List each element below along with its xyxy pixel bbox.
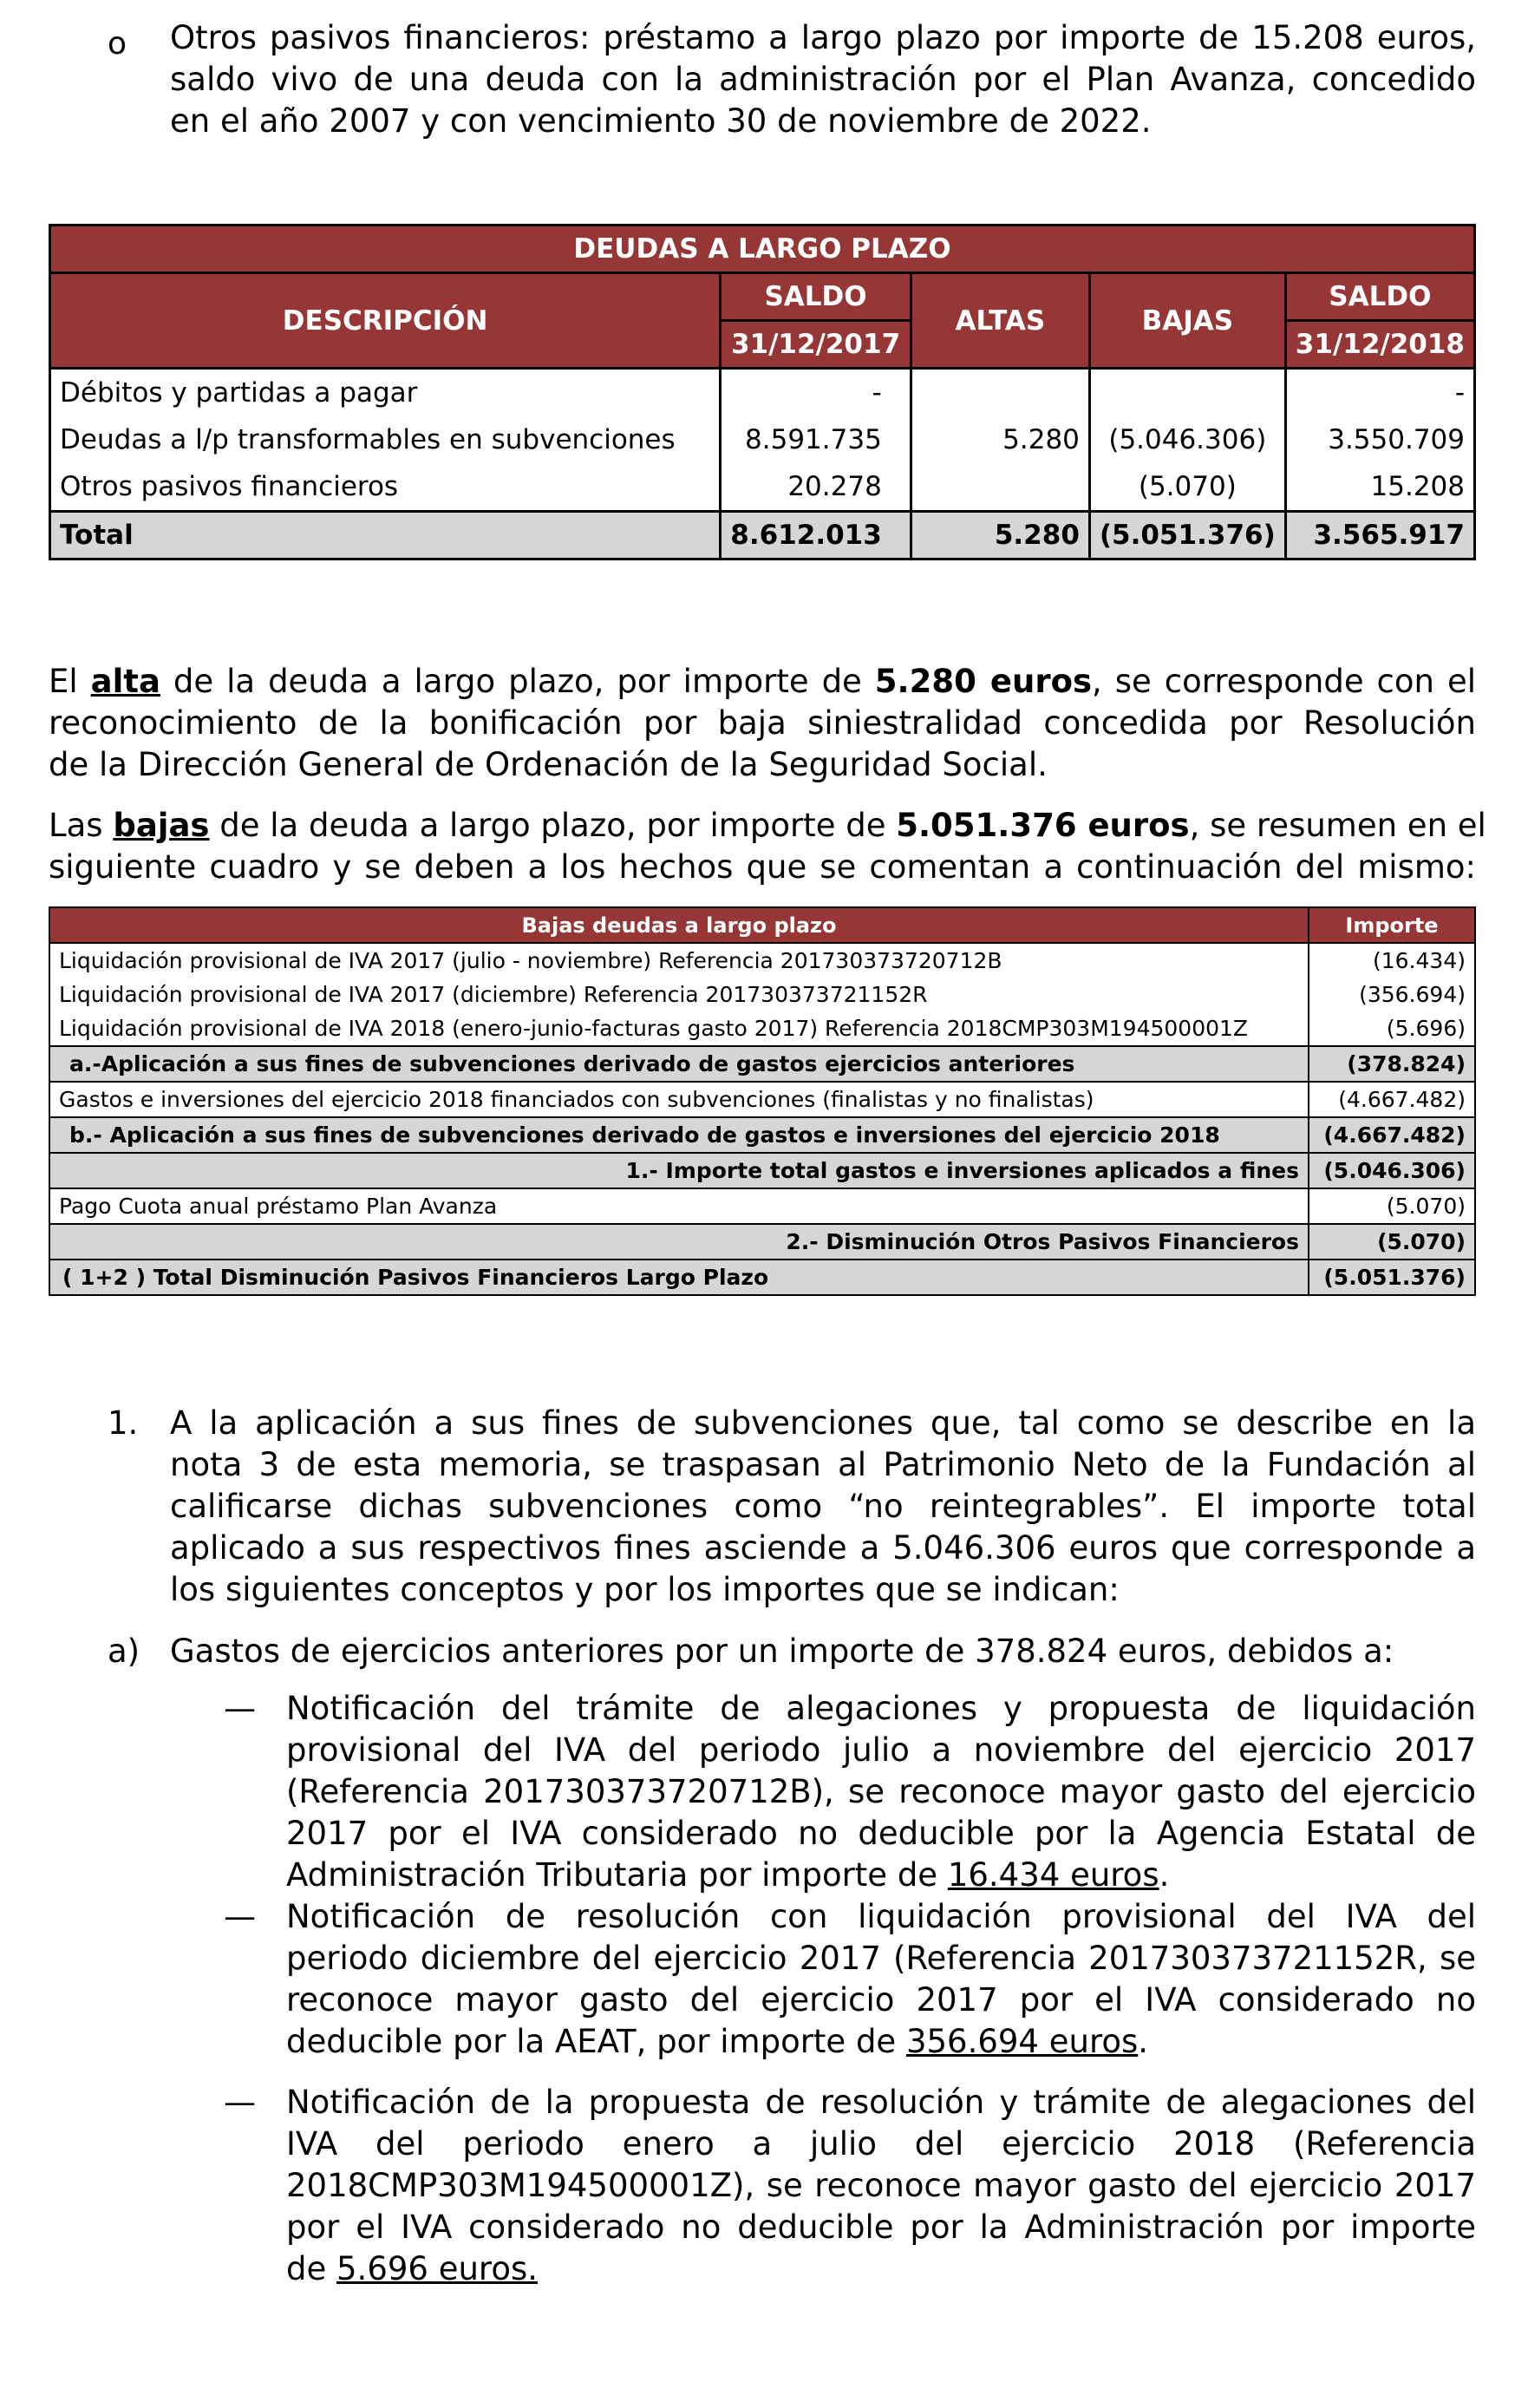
subtotal-row bbox=[49, 1224, 1475, 1260]
total-row bbox=[49, 1260, 1475, 1295]
row-importe: (5.070) bbox=[1309, 1224, 1475, 1260]
col-header-altas: ALTAS bbox=[911, 273, 1089, 369]
alta-line-1: El alta de la deuda a largo plazo, por importe de 5.280 euros, se corresponde con el bbox=[49, 663, 1477, 700]
table-row bbox=[50, 463, 1475, 512]
item1-line: calificarse dichas subvenciones como “no reintegrables”. El importe total bbox=[170, 1488, 1476, 1525]
dash2-line: Notificación de resolución con liquidación provisional del IVA del bbox=[286, 1898, 1476, 1935]
table-title: DEUDAS A LARGO PLAZO bbox=[50, 226, 1475, 273]
row-altas bbox=[911, 369, 1089, 417]
intro-line: en el año 2007 y con vencimiento 30 de noviembre de 2022. bbox=[170, 102, 1152, 140]
row-desc: Deudas a l/p transformables en subvenciones bbox=[50, 416, 721, 463]
row-altas bbox=[911, 463, 1089, 512]
table-row bbox=[50, 416, 1475, 463]
subtotal-row bbox=[49, 1117, 1475, 1153]
intro-paragraph bbox=[170, 17, 1476, 142]
total-row bbox=[50, 512, 1475, 559]
dash2-paragraph bbox=[286, 1896, 1476, 2063]
alta-paragraph bbox=[49, 661, 1476, 786]
row-importe: (5.051.376) bbox=[1309, 1260, 1475, 1295]
row-importe: (4.667.482) bbox=[1309, 1082, 1475, 1117]
bajas-line-1: Las bajas de la deuda a largo plazo, por importe de 5.051.376 euros, se resumen en el bbox=[49, 807, 1486, 844]
long-term-debt-table bbox=[49, 224, 1476, 560]
col-header-bajas: BAJAS bbox=[1089, 273, 1285, 369]
row-bajas bbox=[1089, 369, 1285, 417]
row-desc: Débitos y partidas a pagar bbox=[50, 369, 721, 417]
dash1-line: Notificación del trámite de alegaciones y propuesta de liquidación bbox=[286, 1690, 1476, 1727]
total-label: Total bbox=[50, 512, 721, 559]
subtotal-row bbox=[49, 1046, 1475, 1082]
row-importe: (356.694) bbox=[1309, 978, 1475, 1011]
row-desc: Pago Cuota anual préstamo Plan Avanza bbox=[49, 1188, 1309, 1224]
dash-marker: — bbox=[224, 2084, 256, 2121]
item1-line: A la aplicación a sus fines de subvenciones que, tal como se describe en la bbox=[170, 1404, 1476, 1442]
row-saldo-2017: 20.278 bbox=[721, 463, 911, 512]
col-header-bajas-desc: Bajas deudas a largo plazo bbox=[49, 907, 1309, 943]
table-row bbox=[49, 978, 1475, 1011]
col-header-date-2017: 31/12/2017 bbox=[721, 321, 911, 369]
alta-line-3: de la Dirección General de Ordenación de la Seguridad Social. bbox=[49, 746, 1048, 783]
dash3-line: IVA del periodo enero a julio del ejercicio 2018 (Referencia bbox=[286, 2125, 1476, 2163]
row-bajas: (5.046.306) bbox=[1089, 416, 1285, 463]
item1-paragraph bbox=[170, 1403, 1476, 1611]
bajas-line-2: siguiente cuadro y se deben a los hechos que se comentan a continuación del mismo: bbox=[49, 848, 1476, 886]
row-importe: (378.824) bbox=[1309, 1046, 1475, 1082]
table-row bbox=[50, 369, 1475, 417]
table-row bbox=[49, 1082, 1475, 1117]
dash3-line: 2018CMP303M194500001Z), se reconoce mayor gasto del ejercicio 2017 bbox=[286, 2167, 1476, 2204]
row-desc: 2.- Disminución Otros Pasivos Financieros bbox=[49, 1224, 1309, 1260]
row-saldo-2018: - bbox=[1285, 369, 1474, 417]
row-desc: Liquidación provisional de IVA 2018 (enero-junio-facturas gasto 2017) Referencia 2018CMP303M194500001Z bbox=[49, 1011, 1309, 1046]
item1-line: aplicado a sus respectivos fines asciende a 5.046.306 euros que corresponde a bbox=[170, 1529, 1476, 1567]
row-importe: (16.434) bbox=[1309, 943, 1475, 978]
row-desc: Gastos e inversiones del ejercicio 2018 financiados con subvenciones (finalistas y no finalistas) bbox=[49, 1082, 1309, 1117]
row-bajas: (5.070) bbox=[1089, 463, 1285, 512]
item-number: 1. bbox=[108, 1404, 139, 1442]
alta-line-2: reconocimiento de la bonificación por baja siniestralidad concedida por Resolución bbox=[49, 704, 1476, 742]
total-bajas: (5.051.376) bbox=[1089, 512, 1285, 559]
row-importe: (5.070) bbox=[1309, 1188, 1475, 1224]
row-desc: Otros pasivos financieros bbox=[50, 463, 721, 512]
bullet-marker: o bbox=[108, 26, 127, 62]
dash2-line: periodo diciembre del ejercicio 2017 (Referencia 201730373721152R, se bbox=[286, 1940, 1476, 1977]
item-letter: a) bbox=[108, 1633, 140, 1670]
table-row bbox=[49, 1188, 1475, 1224]
dash2-line: deducible por la AEAT, por importe de 356.694 euros. bbox=[286, 2023, 1149, 2060]
intro-line: saldo vivo de una deuda con la administración por el Plan Avanza, concedido bbox=[170, 61, 1476, 98]
row-saldo-2017: 8.591.735 bbox=[721, 416, 911, 463]
dash1-line: provisional del IVA del periodo julio a noviembre del ejercicio 2017 bbox=[286, 1731, 1476, 1769]
row-desc: b.- Aplicación a sus fines de subvenciones derivado de gastos e inversiones del ejercicio 2018 bbox=[49, 1117, 1309, 1153]
subtotal-row bbox=[49, 1153, 1475, 1188]
row-altas: 5.280 bbox=[911, 416, 1089, 463]
bajas-breakdown-table bbox=[49, 906, 1476, 1296]
total-altas: 5.280 bbox=[911, 512, 1089, 559]
row-saldo-2018: 15.208 bbox=[1285, 463, 1474, 512]
intro-line: Otros pasivos financieros: préstamo a largo plazo por importe de 15.208 euros, bbox=[170, 19, 1476, 56]
item-a-text: Gastos de ejercicios anteriores por un importe de 378.824 euros, debidos a: bbox=[170, 1633, 1394, 1670]
dash3-line: Notificación de la propuesta de resolución y trámite de alegaciones del bbox=[286, 2084, 1476, 2121]
row-importe: (5.696) bbox=[1309, 1011, 1475, 1046]
row-desc: a.-Aplicación a sus fines de subvenciones derivado de gastos ejercicios anteriores bbox=[49, 1046, 1309, 1082]
dash3-line: de 5.696 euros. bbox=[286, 2250, 538, 2287]
bajas-paragraph bbox=[49, 805, 1486, 888]
item1-line: los siguientes conceptos y por los importes que se indican: bbox=[170, 1571, 1120, 1608]
row-importe: (4.667.482) bbox=[1309, 1117, 1475, 1153]
row-saldo-2018: 3.550.709 bbox=[1285, 416, 1474, 463]
total-saldo-2018: 3.565.917 bbox=[1285, 512, 1474, 559]
row-importe: (5.046.306) bbox=[1309, 1153, 1475, 1188]
col-header-date-2018: 31/12/2018 bbox=[1285, 321, 1474, 369]
dash1-line: (Referencia 201730373720712B), se reconoce mayor gasto del ejercicio bbox=[286, 1773, 1476, 1810]
dash2-line: reconoce mayor gasto del ejercicio 2017 por el IVA considerado no bbox=[286, 1981, 1476, 2019]
row-desc: ( 1+2 ) Total Disminución Pasivos Financieros Largo Plazo bbox=[49, 1260, 1309, 1295]
dash1-line: 2017 por el IVA considerado no deducible por la Agencia Estatal de bbox=[286, 1815, 1476, 1852]
col-header-saldo-2018: SALDO bbox=[1285, 273, 1474, 321]
row-desc: Liquidación provisional de IVA 2017 (julio - noviembre) Referencia 201730373720712B bbox=[49, 943, 1309, 978]
dash3-line: por el IVA considerado no deducible por la Administración por importe bbox=[286, 2208, 1476, 2246]
dash-marker: — bbox=[224, 1898, 256, 1935]
table-row bbox=[49, 943, 1475, 978]
item1-line: nota 3 de esta memoria, se traspasan al Patrimonio Neto de la Fundación al bbox=[170, 1446, 1476, 1483]
dash-marker: — bbox=[224, 1690, 256, 1727]
col-header-description: DESCRIPCIÓN bbox=[50, 273, 721, 369]
dash1-line: Administración Tributaria por importe de 16.434 euros. bbox=[286, 1856, 1170, 1894]
col-header-importe: Importe bbox=[1309, 907, 1475, 943]
table-row bbox=[49, 1011, 1475, 1046]
dash1-paragraph bbox=[286, 1688, 1476, 1896]
total-saldo-2017: 8.612.013 bbox=[721, 512, 911, 559]
row-desc: Liquidación provisional de IVA 2017 (diciembre) Referencia 201730373721152R bbox=[49, 978, 1309, 1011]
col-header-saldo-2017: SALDO bbox=[721, 273, 911, 321]
row-desc: 1.- Importe total gastos e inversiones aplicados a fines bbox=[49, 1153, 1309, 1188]
row-saldo-2017: - bbox=[721, 369, 911, 417]
dash3-paragraph bbox=[286, 2082, 1476, 2290]
